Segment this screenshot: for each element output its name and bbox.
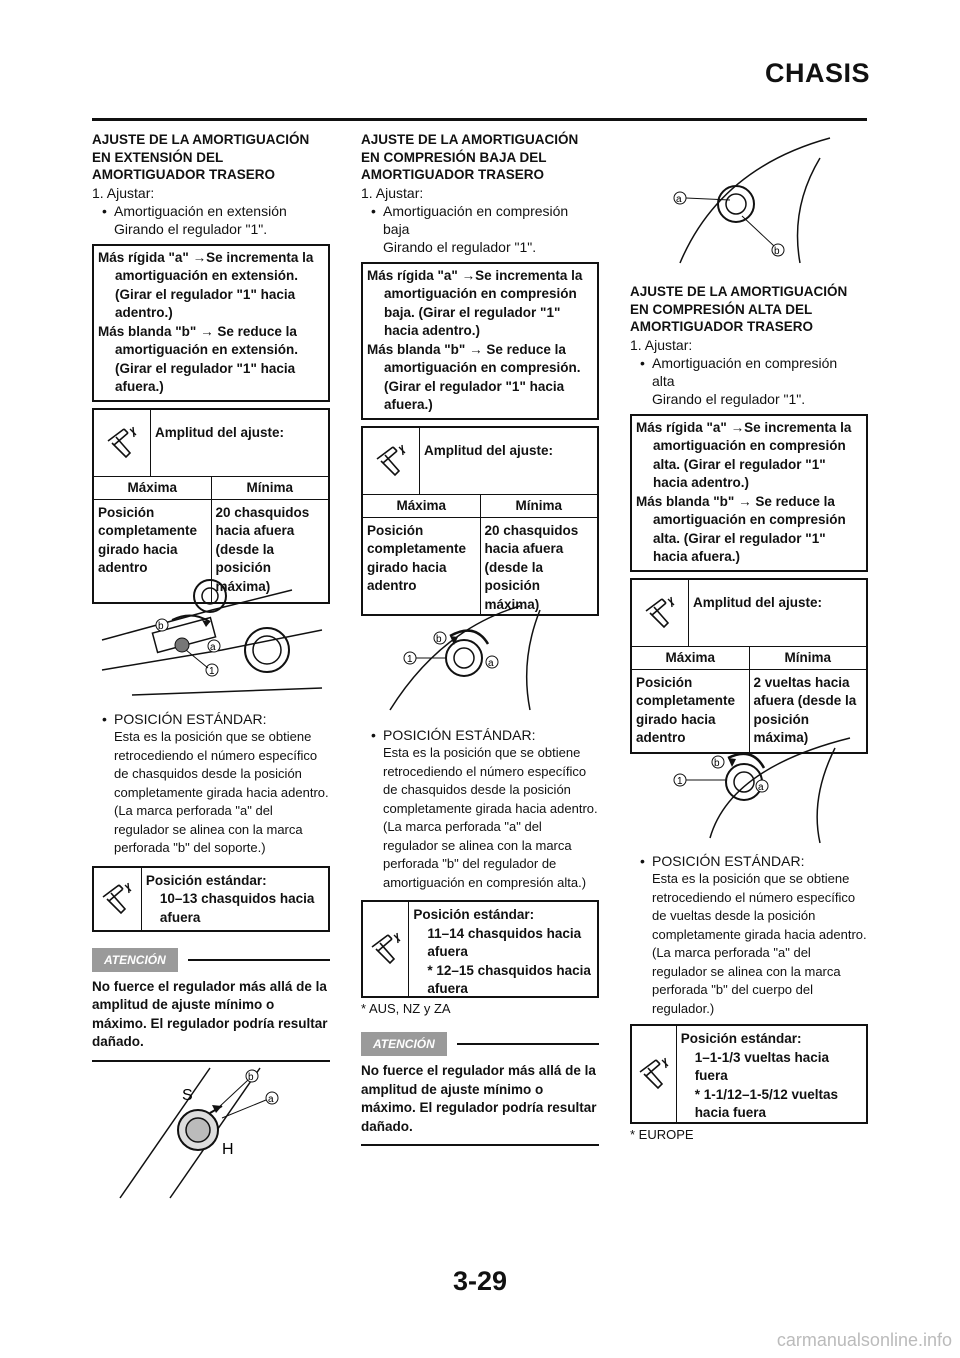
callout-1: 1 bbox=[677, 776, 683, 787]
caliper-icon bbox=[363, 902, 409, 996]
col-max: Máxima bbox=[632, 647, 750, 669]
warning-badge: ATENCIÓN bbox=[92, 948, 178, 972]
caliper-icon bbox=[632, 580, 689, 646]
warning-badge: ATENCIÓN bbox=[361, 1032, 447, 1056]
callout-b: b bbox=[436, 634, 442, 645]
bullet-text: • Amortiguación en extensión bbox=[92, 202, 330, 220]
callout-a: a bbox=[268, 1094, 274, 1105]
warning-header bbox=[361, 1032, 599, 1056]
std-label: Posición estándar: bbox=[680, 1031, 802, 1046]
page-title: CHASIS bbox=[764, 58, 870, 88]
caliper-icon bbox=[363, 428, 420, 494]
std-value: 11–14 chasquidos hacia afuera bbox=[427, 925, 582, 959]
column-2-lower bbox=[361, 726, 599, 1146]
adjust-box bbox=[361, 262, 599, 420]
warning-text: No fuerce el regulador más allá de la amplitud de ajuste mínimo o máximo. El regulador podría resultar dañado. bbox=[361, 1063, 597, 1134]
std-text: Esta es la posición que se obtiene retrocediendo el número específico de vueltas desde la posición completamente girada hacia adentro. (La marca perforada "a" del regulador se alinea con la marca perforada "b" del cuerpo del regulador.) bbox=[652, 871, 867, 1016]
col-max: Máxima bbox=[94, 477, 212, 499]
min-value: 2 vueltas hacia afuera (desde la posición máxima) bbox=[753, 674, 857, 745]
header-rule bbox=[92, 118, 867, 121]
max-value: Posición completamente girado hacia adentro bbox=[363, 518, 481, 614]
min-value: 20 chasquidos hacia afuera (desde la posición máxima) bbox=[215, 504, 310, 594]
std-bullet: • POSICIÓN ESTÁNDAR: bbox=[92, 710, 330, 728]
box-line: Más blanda "b" → Se reduce la amortiguación en compresión. (Girar el regulador "1" hacia afuera.) bbox=[367, 341, 581, 412]
std-value: 10–13 chasquidos hacia afuera bbox=[159, 891, 315, 925]
col-min: Mínima bbox=[246, 479, 293, 495]
box-line: Más rígida "a" →Se incrementa la amortiguación en compresión alta. (Girar el regulador "1" hacia adentro.) bbox=[636, 419, 852, 490]
box-line: Más rígida "a" →Se incrementa la amortiguación en extensión. (Girar el regulador "1" hacia adentro.) bbox=[98, 249, 314, 320]
step-text: 1. Ajustar: bbox=[92, 184, 155, 201]
column-2 bbox=[361, 131, 599, 616]
col-min: Mínima bbox=[515, 497, 562, 513]
callout-1: 1 bbox=[209, 666, 215, 677]
svg-text:H: H bbox=[222, 1141, 234, 1158]
sub-text: Girando el regulador "1". bbox=[652, 390, 806, 407]
box-line: Más rígida "a" →Se incrementa la amortiguación en compresión baja. (Girar el regulador "1" hacia adentro.) bbox=[367, 267, 583, 338]
max-value: Posición completamente girado hacia adentro bbox=[94, 500, 212, 602]
warning-header bbox=[92, 948, 330, 972]
callout-b: b bbox=[774, 246, 780, 257]
caliper-icon bbox=[632, 1026, 677, 1122]
callout-1: 1 bbox=[407, 654, 413, 665]
spec-table bbox=[361, 426, 599, 616]
page-number: 3-29 bbox=[452, 1266, 508, 1296]
std-value: 1–1-1/3 vueltas hacia fuera bbox=[694, 1049, 830, 1083]
step-text: 1. Ajustar: bbox=[361, 184, 424, 201]
svg-text:S: S bbox=[182, 1087, 193, 1104]
callout-a: a bbox=[676, 194, 682, 205]
std-text: Esta es la posición que se obtiene retrocediendo el número específico de chasquidos desde la posición completamente girada hacia adentro. (La marca perforada "a" del regulador se alinea con la marca perforada "b" del soporte.) bbox=[114, 729, 329, 855]
sub-text: Girando el regulador "1". bbox=[114, 220, 268, 237]
callout-b: b bbox=[248, 1072, 254, 1083]
warning-text: No fuerce el regulador más allá de la amplitud de ajuste mínimo o máximo. El regulador podría resultar dañado. bbox=[92, 978, 328, 1049]
std-bullet: • POSICIÓN ESTÁNDAR: bbox=[630, 852, 868, 870]
standard-box bbox=[92, 866, 330, 932]
callout-b: b bbox=[158, 621, 164, 632]
bullet-text: • Amortiguación en compresión alta bbox=[630, 354, 868, 390]
spec-label: Amplitud del ajuste: bbox=[693, 594, 823, 610]
caliper-icon bbox=[94, 410, 151, 476]
std-label: Posición estándar: bbox=[145, 872, 267, 888]
callout-a: a bbox=[210, 642, 216, 653]
col-max: Máxima bbox=[363, 495, 481, 517]
column-1 bbox=[92, 131, 330, 604]
adjust-box bbox=[92, 244, 330, 402]
footnote: * AUS, NZ y ZA bbox=[361, 1001, 451, 1016]
box-line: Más blanda "b" → Se reduce la amortiguación en compresión alta. (Girar el regulador "1" hacia afuera.) bbox=[636, 493, 846, 564]
col-min: Mínima bbox=[784, 649, 831, 665]
high-compression-figure bbox=[660, 728, 860, 848]
std-label: Posición estándar: bbox=[413, 907, 535, 922]
low-compression-figure bbox=[380, 600, 580, 720]
callout-b: b bbox=[714, 758, 720, 769]
footnote: * EUROPE bbox=[630, 1127, 694, 1142]
std-bullet: • POSICIÓN ESTÁNDAR: bbox=[361, 726, 599, 744]
spec-label: Amplitud del ajuste: bbox=[155, 424, 285, 440]
standard-box bbox=[361, 900, 599, 998]
adjuster-marks-figure bbox=[110, 1058, 310, 1200]
watermark: carmanualsonline.info bbox=[776, 1330, 952, 1350]
std-text: Esta es la posición que se obtiene retrocediendo el número específico de chasquidos desde la posición completamente girada hacia adentro. (La marca perforada "a" del regulador se alinea con la marca perforada "b" del regulador de amortiguación en compresión alta.) bbox=[383, 745, 598, 890]
standard-box bbox=[630, 1024, 868, 1124]
bullet-text: • Amortiguación en compresión baja bbox=[361, 202, 599, 238]
section-heading: AJUSTE DE LA AMORTIGUACIÓN EN COMPRESIÓN BAJA DEL AMORTIGUADOR TRASERO bbox=[361, 132, 579, 182]
box-line: Más blanda "b" → Se reduce la amortiguación en extensión. (Girar el regulador "1" hacia afuera.) bbox=[98, 323, 299, 394]
column-3-lower bbox=[630, 852, 868, 1144]
min-value: 20 chasquidos hacia afuera (desde la posición máxima) bbox=[484, 522, 579, 612]
high-compression-top-figure bbox=[650, 128, 850, 268]
column-3 bbox=[630, 283, 868, 754]
std-value-alt: * 12–15 chasquidos hacia afuera bbox=[427, 962, 591, 996]
section-heading: AJUSTE DE LA AMORTIGUACIÓN EN EXTENSIÓN DEL AMORTIGUADOR TRASERO bbox=[92, 132, 310, 182]
callout-a: a bbox=[758, 782, 764, 793]
max-value: Posición completamente girado hacia adentro bbox=[632, 670, 750, 752]
callout-a: a bbox=[488, 658, 494, 669]
section-heading: AJUSTE DE LA AMORTIGUACIÓN EN COMPRESIÓN ALTA DEL AMORTIGUADOR TRASERO bbox=[630, 284, 848, 334]
warning-rule bbox=[361, 1144, 599, 1146]
rebound-adjuster-figure bbox=[92, 570, 330, 700]
step-text: 1. Ajustar: bbox=[630, 336, 693, 353]
sub-text: Girando el regulador "1". bbox=[383, 238, 537, 255]
adjust-box bbox=[630, 414, 868, 572]
std-value-alt: * 1-1/12–1-5/12 vueltas hacia fuera bbox=[694, 1086, 839, 1120]
spec-label: Amplitud del ajuste: bbox=[424, 442, 554, 458]
caliper-icon bbox=[94, 868, 142, 930]
column-1-lower bbox=[92, 710, 330, 1062]
